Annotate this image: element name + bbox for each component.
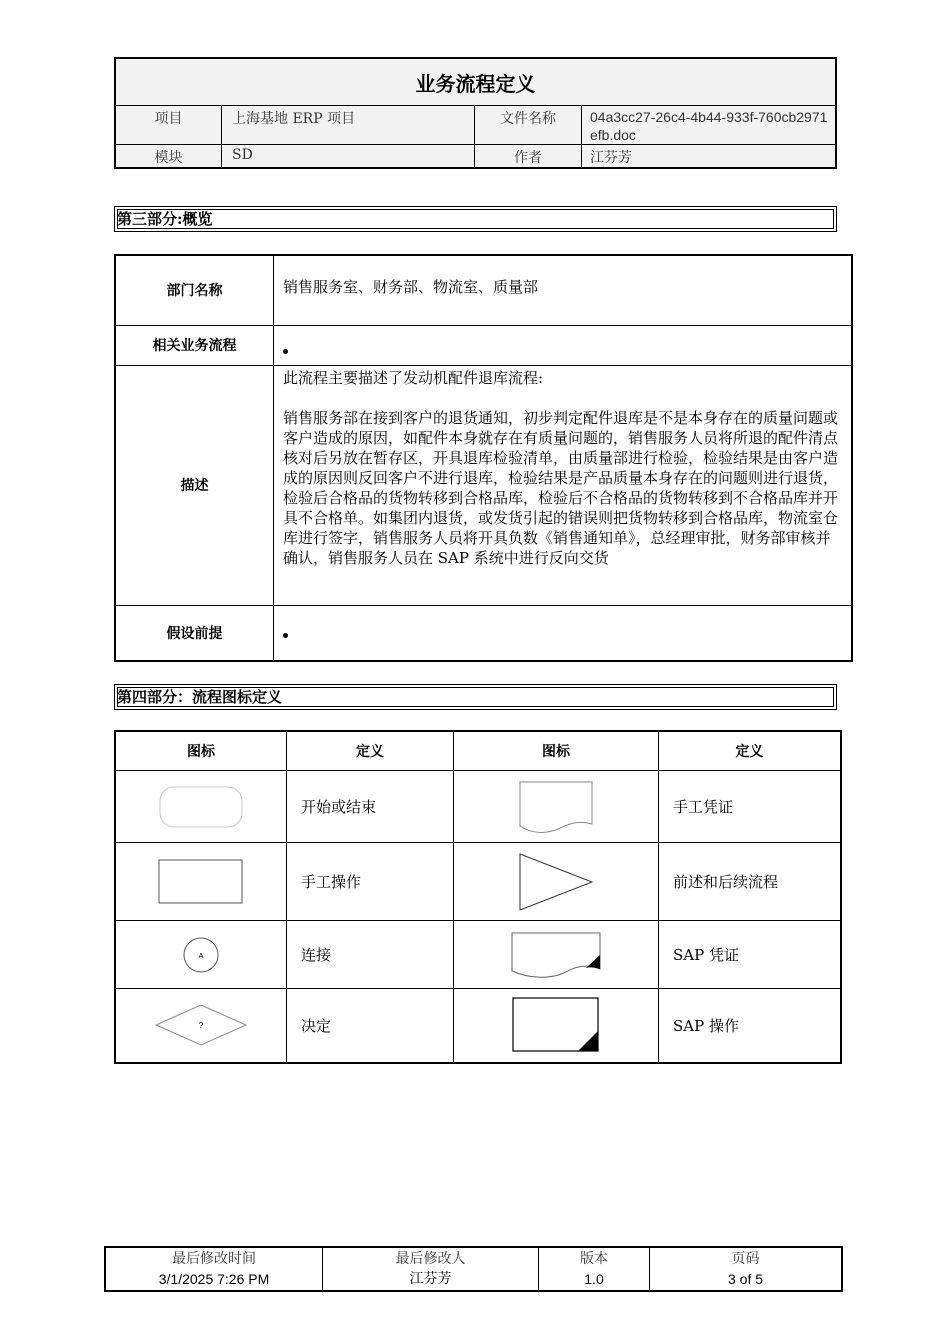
dept-value: 销售服务室、财务部、物流室、质量部	[274, 255, 853, 325]
connector-glyph: A	[198, 952, 204, 960]
section-three-title: 第三部分:概览	[117, 210, 213, 228]
col-def-header: 定义	[659, 731, 842, 771]
definition-text: SAP 操作	[659, 989, 842, 1063]
module-label: 模块	[115, 145, 222, 169]
definition-text: 开始或结束	[287, 771, 454, 843]
author-value: 江芬芳	[582, 145, 837, 169]
table-row	[115, 989, 841, 1063]
assumption-label: 假设前提	[115, 605, 274, 661]
table-row	[115, 921, 841, 989]
section-four-heading	[114, 684, 837, 710]
col-def-header: 定义	[287, 731, 454, 771]
dept-label: 部门名称	[115, 255, 274, 325]
document-header	[114, 57, 837, 169]
page-number-label: 页码	[731, 1251, 760, 1267]
file-name-value: 04a3cc27-26c4-4b44-933f-760cb2971efb.doc	[582, 106, 837, 145]
modified-by-value: 江芬芳	[409, 1271, 452, 1287]
table-row	[115, 771, 841, 843]
related-process-value	[274, 325, 853, 365]
assumption-value	[274, 605, 853, 661]
table-row	[115, 843, 841, 921]
section-four-title: 第四部分：流程图标定义	[117, 688, 283, 706]
author-label: 作者	[475, 145, 582, 169]
modified-by-cell	[323, 1247, 539, 1291]
bullet-icon	[283, 633, 288, 638]
sap-document-shape-icon	[454, 921, 659, 989]
modified-by-label: 最后修改人	[395, 1251, 466, 1267]
col-icon-header: 图标	[454, 731, 659, 771]
project-value: 上海基地 ERP 项目	[222, 106, 475, 145]
module-value: SD	[222, 145, 475, 169]
overview-table	[114, 254, 853, 662]
definition-text: 决定	[287, 989, 454, 1063]
definition-text: SAP 凭证	[659, 921, 842, 989]
file-name-label: 文件名称	[475, 106, 582, 145]
manual-operation-shape-icon	[115, 843, 287, 921]
document-title: 业务流程定义	[115, 58, 836, 106]
version-cell	[539, 1247, 650, 1291]
description-intro: 此流程主要描述了发动机配件退库流程:	[283, 368, 544, 387]
flow-icon-table	[114, 730, 842, 1064]
col-icon-header: 图标	[115, 731, 287, 771]
related-process-label: 相关业务流程	[115, 325, 274, 365]
page-number-cell	[650, 1247, 843, 1291]
section-three-heading	[114, 206, 837, 232]
terminator-shape-icon	[115, 771, 287, 843]
version-label: 版本	[580, 1251, 608, 1267]
description-body: 销售服务部在接到客户的退货通知，初步判定配件退库是不是本身存在的质量问题或客户造成的原因，如配件本身就存在有质量问题的，销售服务人员将所退的配件清点核对后另放在暂存区，开具退库检验清单，由质量部进行检验，检验结果是由客户造成的原因则反回客户不进行退库，检验结果是产品质量本身存在的问题则进行退货，检验后合格品的货物转移到合格品库，检验后不合格品的货物转移到不合格品库并开具不合格单。如集团内退货，或发货引起的错误则把货物转移到合格品库，物流室仓库进行签字，销售服务人员将开具负数《销售通知单》，总经理审批，财务部审核并确认，销售服务人员在 SAP 系统中进行反向交货	[283, 408, 839, 567]
modified-time-label: 最后修改时间	[172, 1251, 256, 1267]
decision-glyph: ?	[198, 1021, 204, 1031]
decision-shape-icon	[115, 989, 287, 1063]
description-value	[274, 365, 853, 605]
connector-shape-icon	[115, 921, 287, 989]
version-value: 1.0	[584, 1271, 604, 1287]
definition-text: 手工操作	[287, 843, 454, 921]
document-footer	[104, 1246, 843, 1292]
sap-operation-shape-icon	[454, 989, 659, 1063]
description-label: 描述	[115, 365, 274, 605]
modified-time-cell	[105, 1247, 323, 1291]
manual-document-shape-icon	[454, 771, 659, 843]
bullet-icon	[283, 349, 288, 354]
definition-text: 前述和后续流程	[659, 843, 842, 921]
definition-text: 手工凭证	[659, 771, 842, 843]
definition-text: 连接	[287, 921, 454, 989]
modified-time-value: 3/1/2025 7:26 PM	[158, 1271, 270, 1287]
off-page-flow-shape-icon	[454, 843, 659, 921]
project-label: 项目	[115, 106, 222, 145]
page-number-value: 3 of 5	[727, 1271, 764, 1287]
